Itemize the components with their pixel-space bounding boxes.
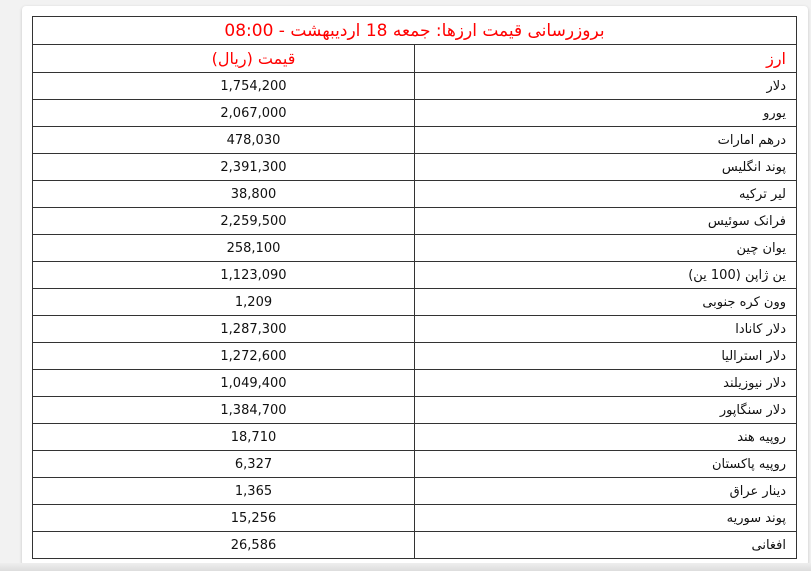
currency-price: 38,800 (33, 181, 415, 208)
currency-name: لیر ترکیه (415, 181, 797, 208)
currency-price: 18,710 (33, 424, 415, 451)
header-price: قیمت (ریال) (33, 45, 415, 73)
header-currency: ارز (415, 45, 797, 73)
currency-name: یورو (415, 100, 797, 127)
content-card (22, 6, 808, 566)
currency-price: 15,256 (33, 505, 415, 532)
table-row (33, 451, 797, 478)
table-row (33, 100, 797, 127)
currency-price: 2,391,300 (33, 154, 415, 181)
currency-price: 1,287,300 (33, 316, 415, 343)
currency-name: یوان چین (415, 235, 797, 262)
table-row (33, 289, 797, 316)
currency-price: 6,327 (33, 451, 415, 478)
currency-name: دلار کانادا (415, 316, 797, 343)
table-row (33, 262, 797, 289)
currency-price: 1,209 (33, 289, 415, 316)
currency-name: ین ژاپن (100 ین) (415, 262, 797, 289)
currency-price: 1,049,400 (33, 370, 415, 397)
bottom-shadow (0, 563, 811, 571)
currency-price: 2,259,500 (33, 208, 415, 235)
table-row (33, 397, 797, 424)
currency-name: درهم امارات (415, 127, 797, 154)
table-row (33, 181, 797, 208)
table-title-row (33, 17, 797, 45)
currency-name: پوند انگلیس (415, 154, 797, 181)
table-row (33, 370, 797, 397)
currency-price: 258,100 (33, 235, 415, 262)
currency-name: پوند سوریه (415, 505, 797, 532)
table-row (33, 208, 797, 235)
currency-price: 1,272,600 (33, 343, 415, 370)
currency-price: 1,754,200 (33, 73, 415, 100)
currency-name: دلار استرالیا (415, 343, 797, 370)
currency-name: روپیه هند (415, 424, 797, 451)
table-header-row (33, 45, 797, 73)
currency-name: دینار عراق (415, 478, 797, 505)
table-row (33, 343, 797, 370)
table-row (33, 424, 797, 451)
table-body (33, 73, 797, 559)
currency-name: دلار (415, 73, 797, 100)
table-title: بروزرسانی قیمت ارزها: جمعه 18 اردیبهشت - 08:00 (33, 17, 797, 45)
currency-name: دلار نیوزیلند (415, 370, 797, 397)
table-row (33, 478, 797, 505)
currency-name: افغانی (415, 532, 797, 559)
currency-price: 2,067,000 (33, 100, 415, 127)
table-row (33, 73, 797, 100)
currency-name: وون کره جنوبی (415, 289, 797, 316)
table-row (33, 127, 797, 154)
table-row (33, 235, 797, 262)
currency-name: روپیه پاکستان (415, 451, 797, 478)
currency-price: 1,384,700 (33, 397, 415, 424)
currency-price: 478,030 (33, 127, 415, 154)
currency-name: دلار سنگاپور (415, 397, 797, 424)
table-row (33, 532, 797, 559)
currency-price-table (32, 16, 797, 559)
table-row (33, 154, 797, 181)
currency-name: فرانک سوئیس (415, 208, 797, 235)
currency-price: 26,586 (33, 532, 415, 559)
currency-price: 1,123,090 (33, 262, 415, 289)
table-row (33, 505, 797, 532)
currency-price: 1,365 (33, 478, 415, 505)
table-row (33, 316, 797, 343)
